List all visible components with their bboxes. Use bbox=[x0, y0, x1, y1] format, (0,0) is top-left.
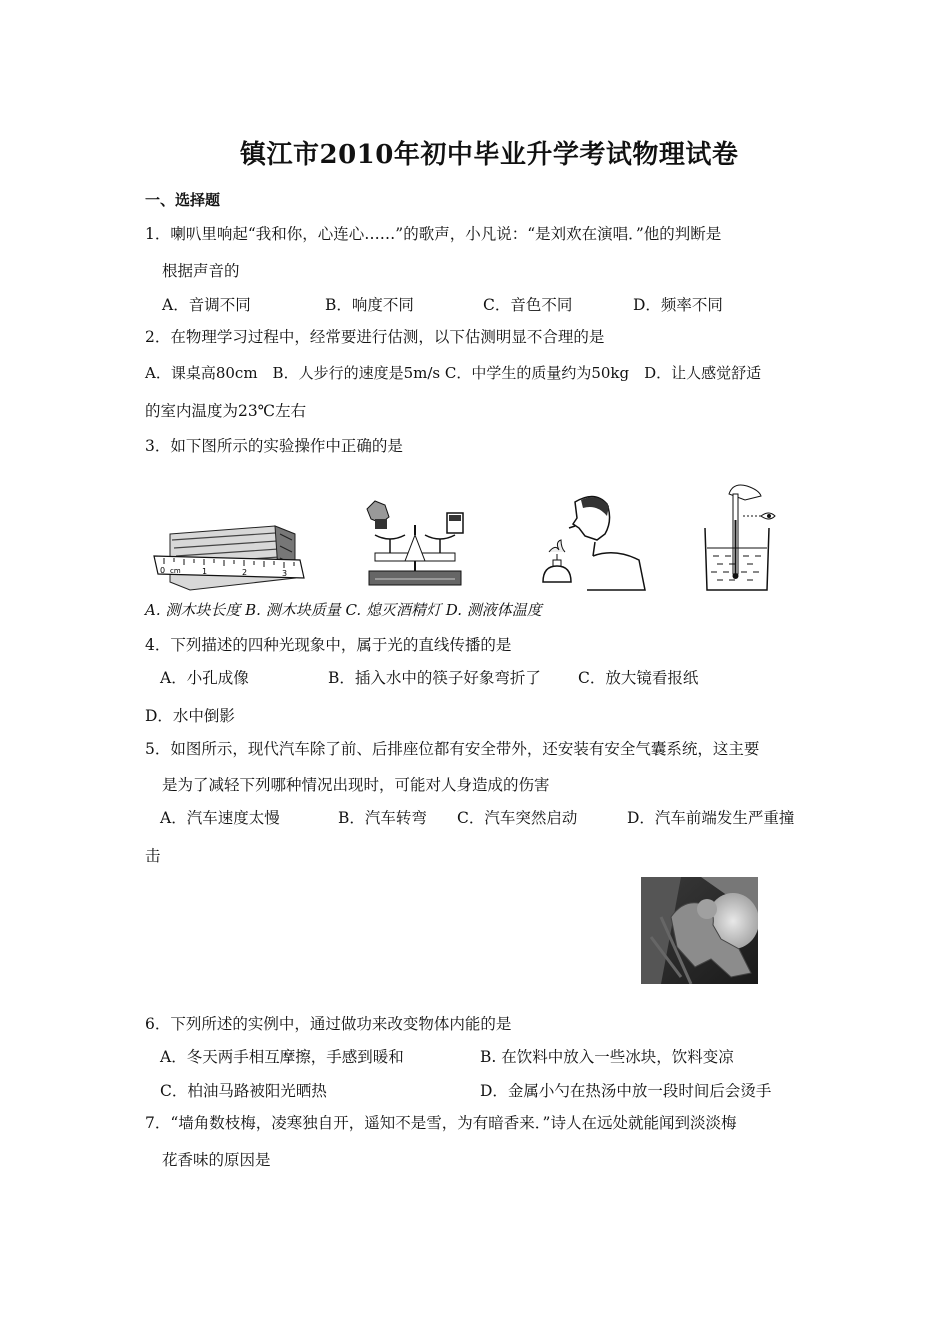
ruler-label-3: 3 bbox=[282, 569, 288, 578]
hand-with-block bbox=[367, 501, 389, 529]
alcohol-lamp bbox=[543, 540, 571, 582]
q6-option-a: A．冬天两手相互摩擦，手感到暖和 bbox=[160, 1048, 404, 1066]
q5-stem-cont: 是为了减轻下列哪种情况出现时，可能对人身造成的伤害 bbox=[162, 776, 550, 794]
q6-option-b: B. 在饮料中放入一些冰块，饮料变凉 bbox=[480, 1048, 734, 1066]
q5-option-d-cont: 击 bbox=[145, 847, 161, 865]
q2-options-line1: A．课桌高80cm B．人步行的速度是5m/s C．中学生的质量约为50kg D．让人感觉舒适 bbox=[145, 364, 762, 382]
balance-base bbox=[369, 571, 461, 585]
q7-stem: 7．“墙角数枝梅，凌寒独自开，遥知不是雪，为有暗香来．”诗人在远处就能闻到淡淡梅 bbox=[145, 1114, 737, 1132]
q2-stem: 2．在物理学习过程中，经常要进行估测，以下估测明显不合理的是 bbox=[145, 328, 605, 346]
airbag-photo bbox=[641, 877, 758, 984]
ruler bbox=[154, 556, 304, 578]
q5-option-c: C．汽车突然启动 bbox=[457, 809, 578, 827]
q5-option-b: B．汽车转弯 bbox=[338, 809, 427, 827]
q6-option-d: D．金属小勺在热汤中放一段时间后会烫手 bbox=[480, 1082, 772, 1100]
q1-stem-cont: 根据声音的 bbox=[162, 262, 240, 280]
q2-options-line2: 的室内温度为23℃左右 bbox=[145, 402, 307, 420]
q3-stem: 3．如下图所示的实验操作中正确的是 bbox=[145, 437, 403, 455]
page-title: 镇江市2010年初中毕业升学考试物理试卷 bbox=[240, 140, 739, 170]
ruler-label-1: 1 bbox=[202, 567, 208, 576]
q5-option-a: A．汽车速度太慢 bbox=[160, 809, 280, 827]
q4-option-c: C．放大镜看报纸 bbox=[578, 669, 699, 687]
q1-option-d: D．频率不同 bbox=[633, 296, 723, 314]
q1-option-b: B．响度不同 bbox=[325, 296, 414, 314]
ruler-label-2: 2 bbox=[242, 568, 248, 577]
thermometer-beaker-figure bbox=[695, 480, 780, 595]
person bbox=[569, 496, 645, 590]
q7-stem-cont: 花香味的原因是 bbox=[162, 1151, 271, 1169]
q5-stem: 5．如图所示，现代汽车除了前、后排座位都有安全带外，还安装有安全气囊系统，这主要 bbox=[145, 740, 760, 758]
wood-block-ruler-figure bbox=[150, 520, 310, 596]
q4-stem: 4．下列描述的四种光现象中，属于光的直线传播的是 bbox=[145, 636, 512, 654]
q6-stem: 6．下列所述的实例中，通过做功来改变物体内能的是 bbox=[145, 1015, 512, 1033]
q4-option-b: B．插入水中的筷子好象弯折了 bbox=[328, 669, 541, 687]
q3-figure-caption: A. 测木块长度 B. 测木块质量 C. 熄灭酒精灯 D. 测液体温度 bbox=[145, 601, 542, 619]
ruler-label-cm: cm bbox=[170, 567, 181, 575]
alcohol-lamp-figure bbox=[535, 490, 650, 598]
q4-option-d: D．水中倒影 bbox=[145, 707, 235, 725]
eye-icon bbox=[761, 513, 775, 519]
q5-option-d: D．汽车前端发生严重撞 bbox=[627, 809, 795, 827]
q4-option-a: A．小孔成像 bbox=[160, 669, 249, 687]
section-heading: 一、选择题 bbox=[145, 191, 221, 209]
q1-stem: 1．喇叭里响起“我和你，心连心……”的歌声，小凡说：“是刘欢在演唱．”他的判断是 bbox=[145, 225, 722, 243]
q1-option-c: C．音色不同 bbox=[483, 296, 573, 314]
q1-option-a: A．音调不同 bbox=[162, 296, 251, 314]
balance-scale-figure bbox=[345, 495, 485, 595]
q6-option-c: C．柏油马路被阳光晒热 bbox=[160, 1082, 327, 1100]
thermometer bbox=[733, 494, 739, 579]
ruler-label-0: 0 bbox=[160, 566, 166, 575]
